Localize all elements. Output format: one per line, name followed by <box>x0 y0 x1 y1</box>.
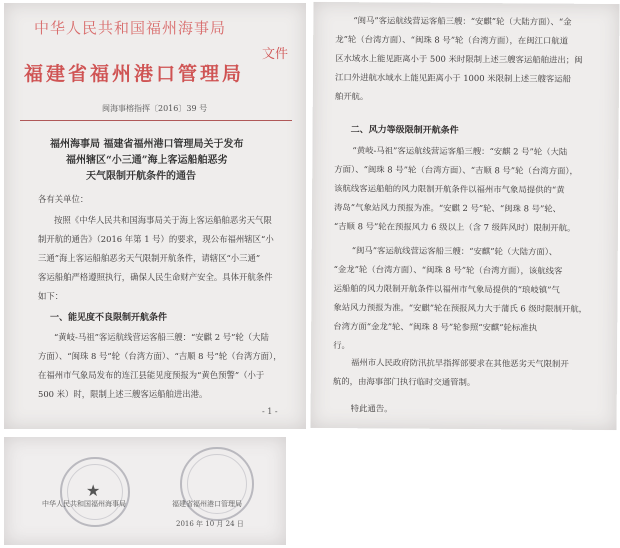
title-line: 福州海事局 福建省福州港口管理局关于发布 <box>50 139 244 150</box>
page-2-top-line: 龙”轮（台湾方面）、“闽珠 8 号”轮（台湾方面），在闽江口航道 <box>335 34 569 46</box>
section-2-para1-line: “吉顺 8 号”轮在预报风力 6 级以上（含 7 级阵风时）限制开航。 <box>333 221 576 233</box>
page-2-top-line: 舶开航。 <box>334 91 369 102</box>
section-2-para1-line: “黄岐-马祖”客运航线营运客船三艘：“安麒 2 号”轮（大陆 <box>352 145 568 157</box>
page-2-top-line: 区水域水上能见距离小于 500 米时限制上述三艘客运船舶进出；闽 <box>335 53 583 65</box>
intro-line: 如下： <box>38 291 64 301</box>
section-2-title: 二、风力等级限制开航条件 <box>350 125 459 136</box>
seal-left <box>60 457 130 527</box>
issuer-header-line2: 福建省福州港口管理局 <box>24 63 245 85</box>
signing-date: 2016 年 10 月 24 日 <box>176 520 244 528</box>
section-1-line: 在福州市气象局发布的连江县能见度预报为“黄色预警”（小于 <box>38 370 265 380</box>
document-page-2 <box>311 2 620 430</box>
title-line: 天气限制开航条件的通告 <box>86 171 196 182</box>
section-1-line: 500 米）时，限制上述三艘客运船舶进出港。 <box>38 389 208 399</box>
section-2-para2-line: 象站风力预报为准。“安麒”轮在预报风力大于蒲氏 6 级时限制开航， <box>333 302 588 314</box>
intro-line: 客运船舶严格遵照执行，确保人民生命财产安全。具体开航条件 <box>38 272 273 282</box>
intro-line: 按照《中华人民共和国海事局关于海上客运船舶恶劣天气限 <box>54 215 272 225</box>
section-2-para2-line: 行。 <box>333 340 350 351</box>
section-1-line: “黄岐-马祖”客运航线营运客船三艘：“安麒 2 号”轮（大陆 <box>54 332 269 342</box>
signer-right: 福建省福州港口管理局 <box>172 500 242 508</box>
seal-right <box>180 447 254 521</box>
section-2-para2-line: 运船舶的风力限制开航条件以福州市气象局提供的“琅岐镇”气 <box>333 283 560 295</box>
header-rule <box>20 120 292 121</box>
section-2-para2-line: “闽马”客运航线营运客船三艘：“安麒”轮（大陆方面）、 <box>351 245 558 257</box>
intro-line: 三通”海上客运船舶恶劣天气限制开航条件，请辖区“小三通” <box>38 253 261 263</box>
title-line: 福州辖区“小三通”海上客运船舶恶劣 <box>66 155 228 166</box>
star-icon: ★ <box>86 481 101 500</box>
page-2-top-line: 江口外进航水域水上能见距离小于 1000 米限制上述三艘客运船 <box>334 72 572 84</box>
document-number: 闽海事榕指挥〔2016〕39 号 <box>102 104 208 113</box>
closing-line: 航的，由海事部门执行临时交通管制。 <box>332 376 476 388</box>
page-number: - 1 - <box>262 407 278 416</box>
document-page-3-seals <box>4 437 286 545</box>
page-2-top-line: “闽马”客运航线营运客船三艘：“安麒”轮（大陆方面）、“金 <box>353 15 572 27</box>
closing-line: 福州市人民政府防汛抗旱指挥部要求在其他恶劣天气限制开 <box>350 357 569 369</box>
notice-end: 特此通告。 <box>350 403 393 414</box>
signer-left: 中华人民共和国福州海事局 <box>42 500 126 508</box>
section-2-para1-line: 该航线客运船舶的风力限制开航条件以福州市气象局提供的“黄 <box>334 183 565 195</box>
section-1-title: 一、能见度不良限制开航条件 <box>50 313 168 323</box>
section-1-line: 方面）、“闽珠 8 号”轮（台湾方面）、“吉顺 8 号”轮（台湾方面）， <box>38 351 282 361</box>
salutation: 各有关单位： <box>38 194 89 204</box>
issuer-header-line1: 中华人民共和国福州海事局 <box>34 19 227 37</box>
document-page-1 <box>4 3 306 429</box>
section-2-para2-line: 台湾方面“金龙”轮、“闽珠 8 号”轮参照“安麒”轮标准执 <box>333 321 538 333</box>
section-2-para2-line: “金龙”轮（台湾方面）、“闽珠 8 号”轮（台湾方面），该航线客 <box>333 264 563 276</box>
header-document-suffix: 文件 <box>262 47 289 62</box>
intro-line: 制开航的通告》（2016 年第 1 号）的要求，现公布福州辖区“小 <box>38 234 274 244</box>
section-2-para1-line: 涛岛”气象站风力预报为准。“安麒 2 号”轮、“闽珠 8 号”轮、 <box>334 202 562 214</box>
section-2-para1-line: 方面）、“闽珠 8 号”轮（台湾方面）、“吉顺 8 号”轮（台湾方面）， <box>334 164 578 176</box>
